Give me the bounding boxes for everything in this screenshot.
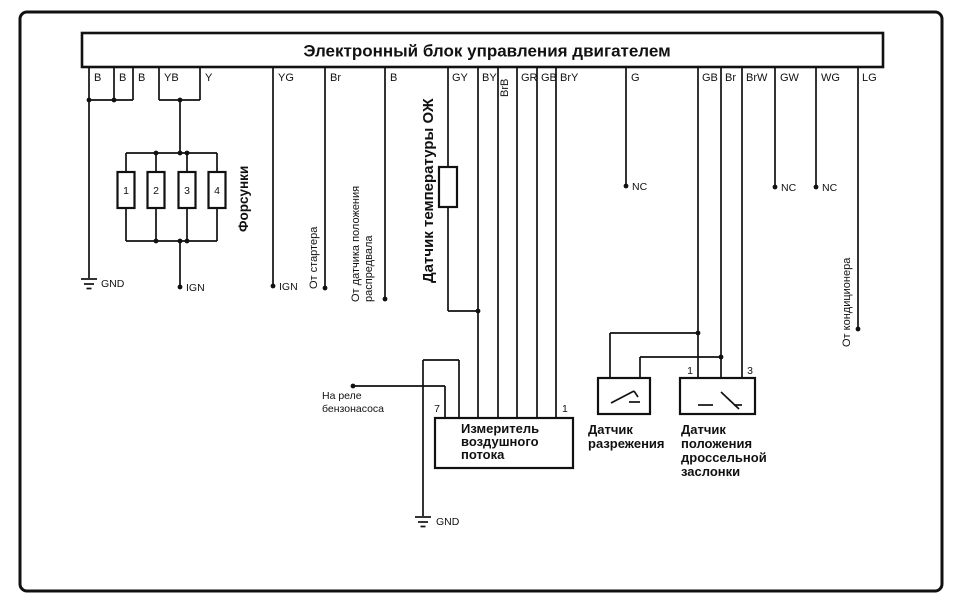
ground-symbol-bottom (415, 517, 431, 527)
junction-dots (87, 98, 861, 389)
junction-dot (178, 151, 183, 156)
vacuum-sensor-label-line2: разрежения (588, 436, 665, 451)
yg-ign-label: IGN (279, 281, 298, 293)
injector-1-number: 1 (123, 185, 129, 197)
ign-endpoint-dot (271, 284, 276, 289)
throttle-pin1-label: 1 (687, 365, 693, 377)
terminal-label-b1: B (94, 72, 102, 84)
nc-label-wg: NC (822, 182, 838, 194)
vacuum-feed-junction-dot (719, 355, 724, 360)
terminal-labels (94, 72, 877, 97)
throttle-sensor-label-line2: положения (681, 436, 753, 451)
junction-dot (154, 151, 159, 156)
ac-endpoint-dot (856, 327, 861, 332)
gy-by-junction-dot (476, 309, 481, 314)
junction-dot (185, 239, 190, 244)
terminal-label-b3: B (138, 72, 146, 84)
from-camshaft-label-line1: От датчика положения (350, 185, 362, 302)
camshaft-endpoint-dot (383, 297, 388, 302)
vacuum-sensor-label-line1: Датчик (588, 422, 633, 437)
junction-dot (87, 98, 92, 103)
junction-dot (154, 239, 159, 244)
junction-dot (178, 98, 183, 103)
injectors-label: Форсунки (236, 165, 251, 232)
throttle-sensor-box (680, 378, 755, 414)
from-ac-label: От кондиционера (841, 257, 853, 347)
starter-endpoint-dot (323, 286, 328, 291)
terminal-label-brb: BrB (499, 78, 511, 97)
nc-endpoint-dot (624, 184, 629, 189)
throttle-sensor-label-line4: заслонки (681, 464, 741, 479)
terminal-label-br2: Br (725, 72, 736, 84)
nc-endpoint-dot (814, 185, 819, 190)
airflow-gnd-label: GND (436, 516, 460, 528)
terminal-label-lg: LG (862, 72, 877, 84)
throttle-sensor-assembly (680, 365, 767, 479)
injector-assembly (81, 100, 251, 294)
terminal-label-by: BY (482, 72, 497, 84)
fuel-pump-relay-label-line2: бензонасоса (322, 403, 385, 415)
airflow-meter-label-line2: воздушного (461, 434, 539, 449)
throttle-pin3-label: 3 (747, 365, 753, 377)
airflow-pin7-label: 7 (434, 403, 440, 415)
throttle-sensor-label-line3: дроссельной (681, 450, 767, 465)
terminal-label-yg: YG (278, 72, 294, 84)
junction-dot (112, 98, 117, 103)
vacuum-feed-junction-dot (696, 331, 701, 336)
terminal-label-yb: YB (164, 72, 179, 84)
terminal-label-gw: GW (780, 72, 799, 84)
injector-2-number: 2 (153, 185, 159, 197)
ground-symbol-left (81, 279, 97, 289)
from-camshaft-label-line2: распредвала (363, 235, 375, 302)
injector-gnd-label: GND (101, 278, 125, 290)
nc-endpoint-dot (773, 185, 778, 190)
coolant-sensor-label: Датчик температуры ОЖ (420, 98, 437, 283)
airflow-meter-label-line3: потока (461, 447, 505, 462)
terminal-label-wg: WG (821, 72, 840, 84)
from-starter-label: От стартера (308, 226, 320, 289)
fuel-pump-relay-label-line1: На реле (322, 390, 362, 402)
terminal-label-g: G (631, 72, 640, 84)
throttle-sensor-label-line1: Датчик (681, 422, 726, 437)
junction-dot (178, 239, 183, 244)
injector-ign-label: IGN (186, 282, 205, 294)
terminal-wires (89, 67, 858, 418)
terminal-label-gb2: GB (702, 72, 718, 84)
terminal-label-bry: BrY (560, 72, 579, 84)
terminal-label-y: Y (205, 72, 213, 84)
coolant-temp-sensor (420, 98, 457, 283)
nc-label-gw: NC (781, 182, 797, 194)
coolant-sensor-element (439, 167, 457, 207)
relay-endpoint-dot (351, 384, 356, 389)
injector-4-number: 4 (214, 185, 220, 197)
injector-3-number: 3 (184, 185, 190, 197)
left-stub-labels (279, 186, 375, 302)
terminal-label-b4: B (390, 72, 398, 84)
ecu-title: Электронный блок управления двигателем (303, 41, 671, 61)
airflow-pin1-label: 1 (562, 403, 568, 415)
terminal-label-gb: GB (541, 72, 557, 84)
airflow-meter-assembly (322, 360, 573, 528)
terminal-label-br: Br (330, 72, 341, 84)
terminal-label-gr: GR (521, 72, 538, 84)
airflow-meter-label-line1: Измеритель (461, 421, 540, 436)
nc-label-g: NC (632, 181, 648, 193)
ign-endpoint-dot (178, 285, 183, 290)
terminal-label-b2: B (119, 72, 127, 84)
terminal-label-brw: BrW (746, 72, 768, 84)
junction-dot (185, 151, 190, 156)
terminal-label-gy: GY (452, 72, 468, 84)
